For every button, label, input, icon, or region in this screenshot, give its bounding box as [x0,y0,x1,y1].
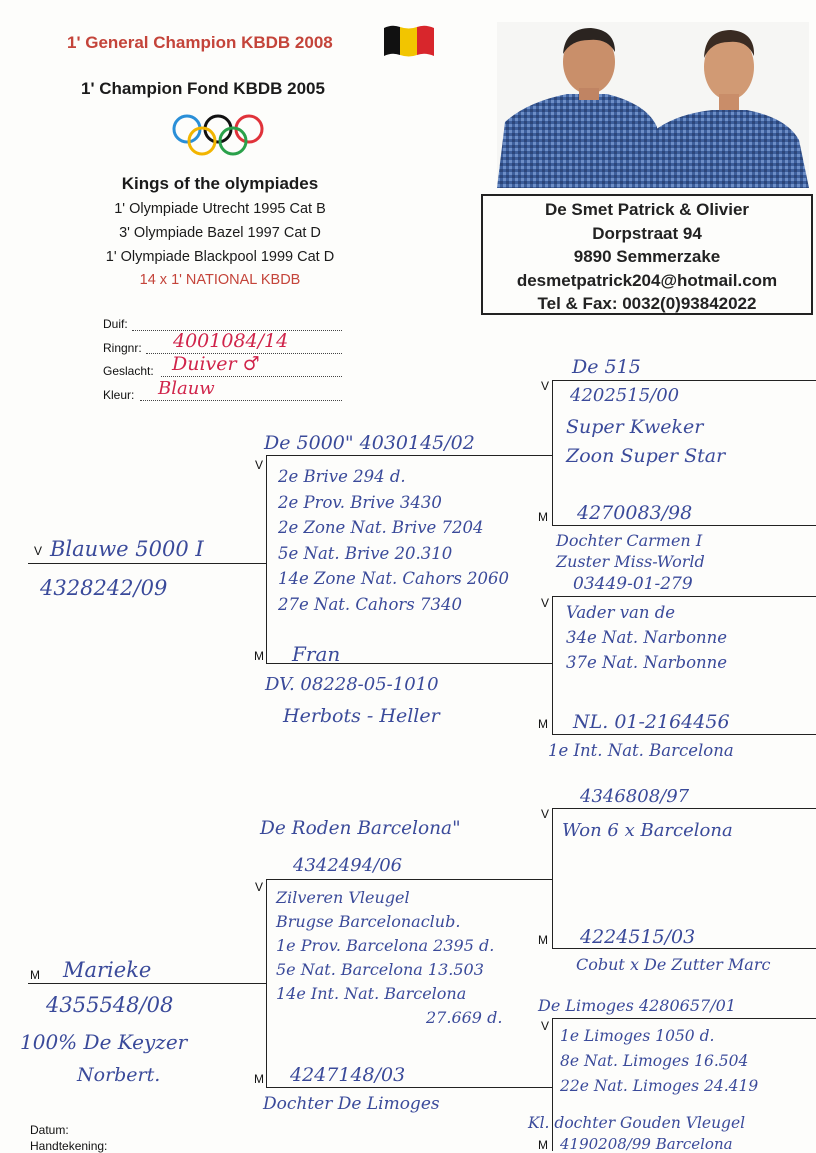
fm-breeder: Herbots - Heller [283,705,440,727]
fm-bracket [552,596,553,735]
fmf-lines [566,600,727,675]
kleur-field[interactable] [140,400,342,401]
mother-line-1: 100% De Keyzer [20,1030,188,1054]
ffm-ring: 4270083/98 [577,502,693,524]
mfm-line [552,948,816,949]
mm-line [266,1087,553,1088]
note-line: 37e Nat. Narbonne [566,653,728,672]
mff-line [552,808,816,809]
contact-tel: Tel & Fax: 0032(0)93842022 [537,294,757,313]
result-line: 1e Prov. Barcelona 2395 d. [276,936,495,955]
olympiade-line: 1' Olympiade Blackpool 1999 Cat D [105,249,335,265]
note-line: Vader van de [566,603,676,622]
olympic-rings-icon [170,113,266,157]
sex-marker: M [254,649,264,663]
result-line: 22e Nat. Limoges 24.419 [560,1077,759,1095]
contact-box [481,194,813,315]
note-line: 34e Nat. Narbonne [566,628,728,647]
fff-title: De 515 [572,356,641,378]
father-name: Blauwe 5000 I [50,537,204,561]
sex-marker: M [538,717,548,731]
sex-marker: V [541,807,550,821]
contact-email[interactable]: desmetpatrick204@hotmail.com [516,270,778,290]
result-line: 5e Nat. Barcelona 13.503 [276,960,484,979]
result-line: 2e Prov. Brive 3430 [278,492,442,512]
result-line: 2e Zone Nat. Brive 7204 [278,518,484,537]
fm-ring: DV. 08228-05-1010 [265,674,439,695]
mother-name: Marieke [63,958,152,982]
mff-line: Won 6 x Barcelona [562,820,733,841]
mmm-line: Kl. dochter Gouden Vleugel [528,1114,746,1132]
sex-marker: M [538,510,548,524]
contact-name: De Smet Patrick & Olivier [544,200,750,219]
father-line [28,563,266,564]
mm-ring: 4247148/03 [290,1064,406,1086]
sex-marker: V [541,379,550,393]
kings-title: Kings of the olympiades [121,174,319,193]
kleur-label: Kleur: [103,388,135,402]
sex-marker: M [538,1138,548,1152]
result-line: 5e Nat. Brive 20.310 [278,543,453,563]
result-line: 14e Zone Nat. Cahors 2060 [278,569,510,588]
sex-marker: V [255,458,264,472]
duif-label: Duif: [103,317,128,331]
note-line: Zoon Super Star [566,445,726,467]
mf-title: De Roden Barcelona" [260,818,461,839]
mother-line-2: Norbert. [77,1064,161,1086]
mmf-line [552,1018,816,1019]
mf-line [266,879,553,880]
general-champion-title: 1' General Champion KBDB 2008 [67,33,333,52]
ff-title: De 5000" 4030145/02 [264,432,475,454]
geslacht-field[interactable] [161,376,342,377]
sex-marker: M [538,933,548,947]
contact-street: Dorpstraat 94 [592,223,702,243]
handtekening-label: Handtekening: [30,1139,108,1153]
mfm-line: Cobut x De Zutter Marc [576,955,771,974]
mmm-ring: 4190208/99 Barcelona [560,1135,733,1153]
fond-champion-title: 1' Champion Fond KBDB 2005 [81,79,325,98]
sex-marker: M [254,1072,264,1086]
result-line: 2e Brive 294 d. [278,467,406,486]
mf-results [276,886,502,1030]
mff-ring: 4346808/97 [580,786,690,807]
sex-marker: M [30,968,40,982]
mf-ring: 4342494/06 [293,855,403,876]
result-line: 27.669 d. [426,1008,503,1027]
kleur-value: Blauw [158,378,215,399]
fmm-line [552,734,816,735]
sex-marker: V [34,544,43,558]
mfm-ring: 4224515/03 [580,926,696,948]
mmf-title: De Limoges 4280657/01 [538,996,736,1015]
note-line: Zuster Miss-World [556,552,705,571]
sex-marker: V [255,880,264,894]
result-line: 14e Int. Nat. Barcelona [276,984,467,1003]
fff-ring: 4202515/00 [570,385,680,406]
mf-bracket [552,808,553,949]
fm-name: Fran [292,642,341,666]
mmf-results [560,1024,758,1099]
fmm-result: 1e Int. Nat. Barcelona [548,741,734,760]
fmm-ring: NL. 01-2164456 [573,711,730,733]
belgian-flag-icon [384,24,434,57]
ringnr-value: 4001084/14 [173,330,289,352]
olympiade-line: 1' Olympiade Utrecht 1995 Cat B [114,201,326,217]
geslacht-label: Geslacht: [103,364,154,378]
ffm-lines [556,530,705,572]
mm-line: Dochter De Limoges [263,1094,440,1114]
fff-line [552,380,816,381]
olympiade-line: 3' Olympiade Bazel 1997 Cat D [119,225,321,241]
result-line: Zilveren Vleugel [276,888,410,907]
fmf-line [552,596,816,597]
ff-results [278,464,509,617]
datum-label: Datum: [30,1123,69,1137]
geslacht-value: Duiver ♂ [172,353,260,375]
sex-marker: V [541,1019,550,1033]
result-line: Brugse Barcelonaclub. [276,912,461,931]
owners-photo [497,22,809,188]
ff-top-line [266,455,553,456]
fmf-ring: 03449-01-279 [573,574,693,594]
father-bracket [266,455,267,663]
father-ring: 4328242/09 [40,576,168,600]
contact-city: 9890 Semmerzake [573,247,721,266]
sex-marker: V [541,596,550,610]
ffm-line [552,525,816,526]
result-line: 1e Limoges 1050 d. [560,1027,715,1045]
national-line: 14 x 1' NATIONAL KBDB [139,272,301,288]
mother-bracket [266,879,267,1087]
note-line: Dochter Carmen I [556,531,703,550]
ringnr-label: Ringnr: [103,341,142,355]
fff-lines [566,413,725,471]
ff-bracket [552,380,553,526]
mother-line [28,983,266,984]
result-line: 8e Nat. Limoges 16.504 [560,1052,749,1070]
note-line: Super Kweker [566,416,704,438]
mother-ring: 4355548/08 [46,993,174,1017]
result-line: 27e Nat. Cahors 7340 [278,594,463,614]
